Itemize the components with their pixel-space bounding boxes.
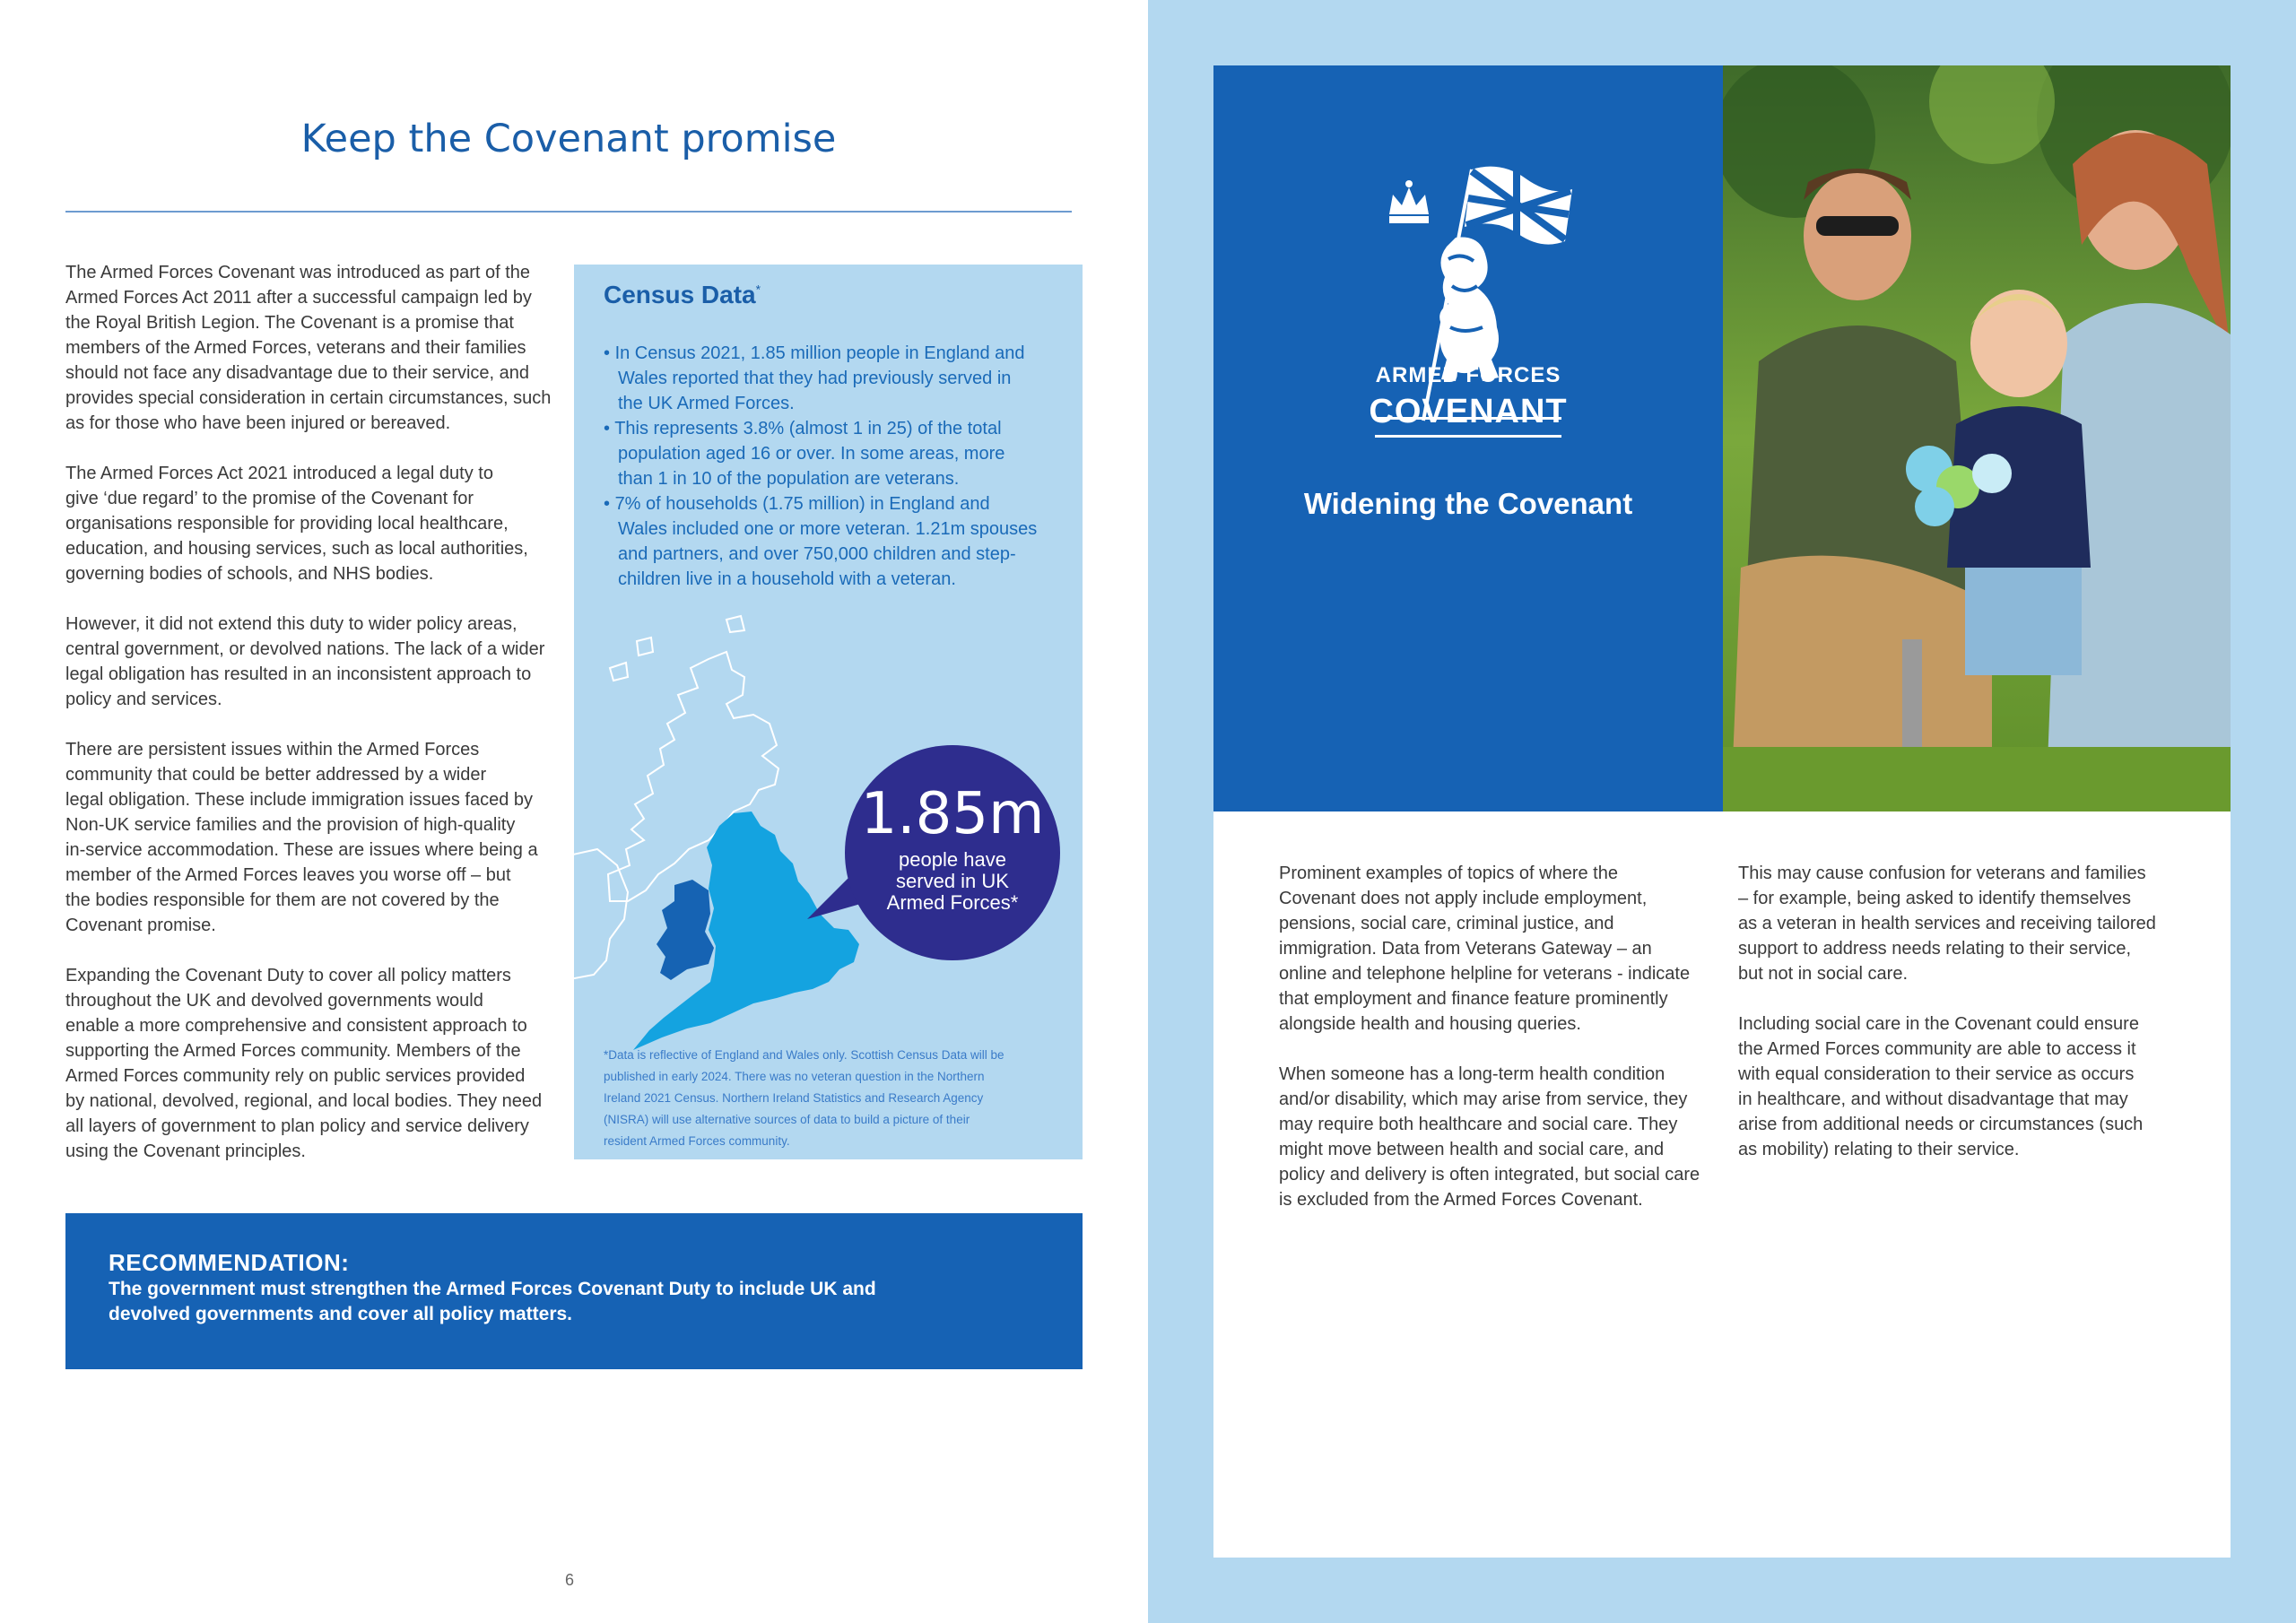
paragraph: The Armed Forces Covenant was introduced as part of the Armed Forces Act 2011 after a successful campaign led by the Royal British Legion. The Covenant is a promise that members of the Armed Forces, veterans and their families should not face any disadvantage due to their service, and provides special consideration in certain circumstances, such as for those who have been injured or bereaved. (65, 263, 552, 433)
paragraph: Prominent examples of topics of where the Covenant does not apply include employment, pensions, social care, criminal justice, and immigration. Data from Veterans Gateway – an online and telephone helpline for veterans - indicate that employment and finance feature prominently alongside health and housing queries. (1279, 864, 1691, 1034)
union-flag-icon (1465, 166, 1572, 245)
census-bullet: • This represents 3.8% (almost 1 in 25) of the total population aged 16 or over. In some areas, more than 1 in 10 of the population are veterans. (604, 416, 1070, 491)
census-footnote: *Data is reflective of England and Wales only. Scottish Census Data will be published in early 2024. There was no veteran question in the Northern Ireland 2021 Census. Northern Ireland Statistics and Research Agency (NISRA) will use alternative sources of data to build a picture of their resident Armed Forces community. (604, 1048, 1004, 1148)
family-photo (1723, 65, 2231, 812)
census-title-text: Census Data (604, 281, 756, 308)
text-column-left (1279, 861, 1718, 1237)
intro-text-column (65, 260, 563, 1189)
paragraph: When someone has a long-term health condition and/or disability, which may arise from service, they may require both healthcare and social care. They might move between health and social care, and policy and delivery is often integrated, but social care is excluded from the Armed Forces Covenant. (1279, 1064, 1700, 1210)
paragraph: The Armed Forces Act 2021 introduced a legal duty to give ‘due regard’ to the promise of the Covenant for organisations responsible for providing local healthcare, education, and housing services, such as local authorities, governing bodies of schools, and NHS bodies. (65, 464, 528, 584)
paragraph: There are persistent issues within the Armed Forces community that could be better addressed by a wider legal obligation. These include immigration issues faced by Non-UK service families and the provision of high-quality in-service accommodation. These are issues where being a member of the Armed Forces leaves you worse off – but the bodies responsible for them are not covered by the Covenant promise. (65, 740, 538, 935)
title-divider (65, 211, 1072, 213)
stat-value: 1.85m (860, 781, 1045, 847)
logo-text-armed-forces: ARMED FORCES (1375, 363, 1561, 387)
right-page (1148, 0, 2296, 1623)
logo-text-covenant: COVENANT (1369, 393, 1568, 430)
islands-outline (610, 616, 744, 681)
stat-label: people have served in UK Armed Forces* (886, 848, 1019, 914)
page-number: 6 (565, 1571, 575, 1589)
census-title-mark: * (755, 282, 761, 297)
census-title (604, 281, 761, 309)
census-bullets (604, 341, 1070, 592)
stat-bubble (845, 745, 1060, 960)
census-bullet: • In Census 2021, 1.85 million people in England and Wales reported that they had previously served in the UK Armed Forces. (604, 341, 1070, 416)
wales-shape (657, 880, 714, 980)
census-data-box (574, 265, 1083, 1159)
recommendation-text: The government must strengthen the Armed Forces Covenant Duty to include UK and devolved governments and cover all policy matters. (109, 1279, 876, 1324)
panel-heading: Widening the Covenant (1303, 487, 1633, 520)
recommendation-box (65, 1213, 1083, 1369)
covenant-panel (1213, 65, 1723, 812)
recommendation-heading: RECOMMENDATION: (109, 1249, 350, 1276)
logo-underline (1375, 435, 1561, 438)
paragraph: Including social care in the Covenant could ensure the Armed Forces community are able to access it with equal consideration to their service as occurs in healthcare, and without disadvantage that may arise from additional needs or circumstances (such as mobility) relating to their service. (1738, 1014, 2144, 1159)
paragraph: Expanding the Covenant Duty to cover all policy matters throughout the UK and devolved governments would enable a more comprehensive and consistent approach to supporting the Armed Forces community. Members of the Armed Forces community rely on public services provided by national, devolved, regional, and local bodies. They need all layers of government to plan policy and service delivery using the Covenant principles. (65, 966, 543, 1161)
paragraph: This may cause confusion for veterans and families – for example, being asked to identify themselves as a veteran in health services and receiving tailored support to address needs relating to their service, but not in social care. (1738, 864, 2156, 984)
page-title: Keep the Covenant promise (300, 117, 837, 161)
crown-icon (1389, 180, 1429, 223)
census-bullet: • 7% of households (1.75 million) in England and Wales included one or more veteran. 1.21m spouses and partners, and over 750,000 children and step- children live in a household with a veteran. (604, 491, 1070, 592)
paragraph: However, it did not extend this duty to wider policy areas, central government, or devolved nations. The lack of a wider legal obligation has resulted in an inconsistent approach to policy and services. (65, 614, 545, 709)
text-column-right (1738, 861, 2178, 1187)
right-content-card (1213, 65, 2231, 1558)
